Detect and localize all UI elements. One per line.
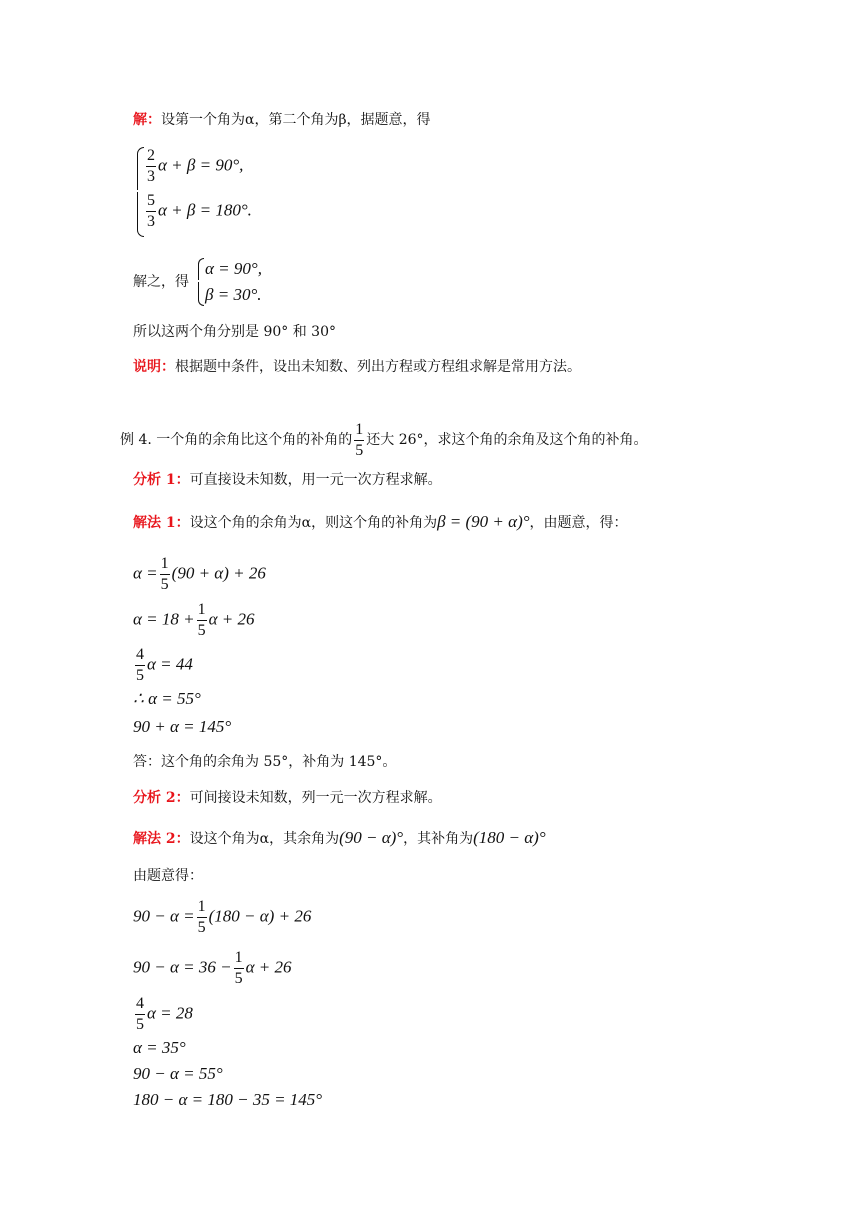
step-text: α + 26 [208,609,255,629]
answer-2: 答：这个角的余角为 55°，补角为 145°。 [133,754,397,770]
analysis-2 [133,788,442,808]
note [133,357,581,377]
fraction-denominator: 5 [197,919,206,936]
m1-step-1 [133,556,266,593]
method-1-formula: β = (90 + α)° [437,512,530,531]
fraction [234,950,244,987]
step-text: α = [133,563,158,583]
m1-step-5: 90 + α = 145° [133,717,232,736]
m1-step-4: ∴ α = 55° [133,689,201,708]
fraction-denominator: 5 [136,667,144,684]
solve-prefix: 解之，得 [133,274,189,290]
example-4-prefix: 例 4. 一个角的余角比这个角的补角的 [120,432,353,448]
fraction [160,556,170,593]
solve-brace [198,258,204,306]
analysis-1-text: 可直接设未知数，用一元一次方程求解。 [189,472,442,488]
fraction-denominator: 5 [160,576,169,593]
fraction-numerator: 5 [146,193,156,212]
fraction-numerator: 2 [146,148,156,167]
system-eq-2 [144,193,252,230]
fraction-denominator: 5 [234,970,243,987]
fraction-denominator: 3 [147,168,155,185]
step-text: (180 − α) + 26 [208,906,312,926]
fraction [146,148,156,185]
analysis-2-text: 可间接设未知数，列一元一次方程求解。 [189,790,442,806]
m1-step-3 [133,647,193,684]
analysis-2-label: 分析 2： [133,790,190,806]
m2-intro: 由题意得： [133,868,203,884]
fraction-numerator: 1 [160,556,170,575]
fraction-denominator: 3 [147,213,155,230]
method-2 [133,826,546,851]
equation-text: α + β = 90°, [158,155,244,175]
fraction [354,422,364,459]
analysis-1-label: 分析 1： [133,472,190,488]
m2-step-1 [133,899,311,936]
fraction-denominator: 5 [197,622,206,639]
fraction-numerator: 1 [234,950,244,969]
method-2-text: 设这个角为α，其余角为 [189,831,340,847]
step-text: 90 − α = [133,906,195,926]
method-2-formula-1: (90 − α)° [339,828,404,847]
m2-step-4: α = 35° [133,1038,186,1057]
method-1-tail: ，由题意，得： [529,515,628,531]
method-2-label: 解法 2： [133,831,190,847]
solution-intro [133,110,431,130]
fraction [197,899,207,936]
method-2-mid: ，其补角为 [403,831,474,847]
m2-step-5: 90 − α = 55° [133,1064,223,1083]
m2-step-2 [133,950,292,987]
m1-step-2 [133,602,255,639]
solution-intro-text: 设第一个角为α，第二个角为β，据题意，得 [161,112,431,128]
equation-text: α + β = 180°. [158,200,252,220]
note-text: 根据题中条件，设出未知数、列出方程或方程组求解是常用方法。 [175,359,581,375]
system-brace-mid [136,190,141,192]
fraction-numerator: 4 [135,996,145,1015]
step-text: α = 28 [147,1003,193,1023]
solve-eq-2: β = 30°. [205,285,262,304]
solution-label: 解： [133,112,161,128]
fraction-numerator: 1 [197,899,207,918]
method-2-formula-2: (180 − α)° [473,828,546,847]
fraction-numerator: 4 [135,647,145,666]
fraction-numerator: 1 [197,602,207,621]
answer-1: 所以这两个角分别是 90° 和 30° [133,324,336,340]
m2-step-3 [133,996,193,1033]
step-text: α + 26 [245,957,292,977]
step-text: α = 44 [147,654,193,674]
system-eq-1 [144,148,243,185]
solve-eq-1: α = 90°, [205,259,262,278]
m2-step-6: 180 − α = 180 − 35 = 145° [133,1090,323,1109]
step-text: α = 18 + [133,609,195,629]
fraction-numerator: 1 [354,422,364,441]
method-1 [133,510,628,535]
fraction-denominator: 5 [136,1016,144,1033]
fraction [135,647,145,684]
method-1-text: 设这个角的余角为α，则这个角的补角为 [189,515,438,531]
fraction-denominator: 5 [355,441,364,459]
system-brace [137,147,144,237]
solve-brace-mid [197,280,202,282]
method-1-label: 解法 1： [133,515,190,531]
step-text: 90 − α = 36 − [133,957,232,977]
step-text: (90 + α) + 26 [171,563,266,583]
fraction [197,602,207,639]
fraction [146,193,156,230]
note-label: 说明： [133,359,175,375]
analysis-1 [133,470,442,490]
fraction [135,996,145,1033]
example-4-suffix: 还大 26°，求这个角的余角及这个角的补角。 [366,432,648,448]
example-4 [120,418,648,462]
